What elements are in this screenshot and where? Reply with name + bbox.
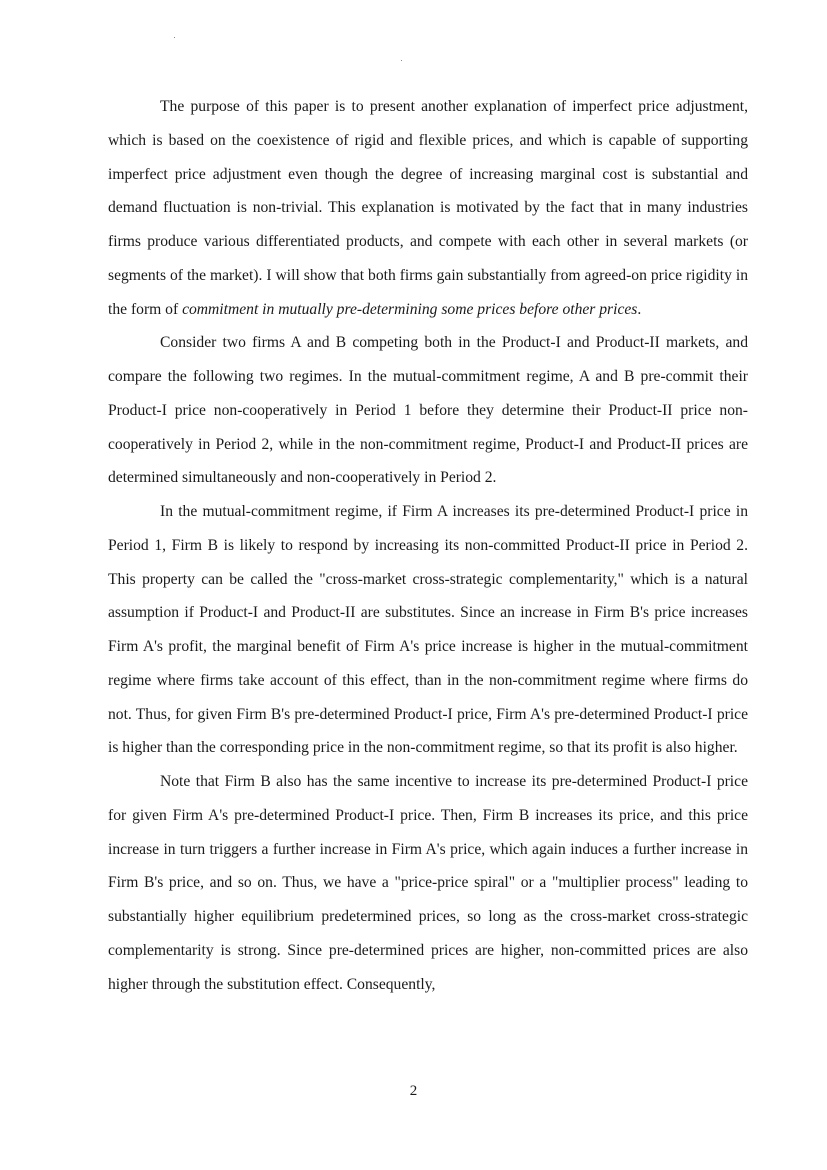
scan-speck: [174, 37, 175, 38]
scan-speck: [401, 60, 402, 61]
page-number: 2: [409, 1083, 418, 1099]
paragraph-end: .: [637, 300, 642, 318]
paragraph-price-spiral: [108, 765, 748, 1001]
body-text: [108, 90, 748, 1001]
paragraph-text: Consider two firms A and B competing both in the Product-I and Product-II markets, and compare the following two regimes. In the mutual-commitment regime, A and B pre-commit their Product-I price non-cooperatively in Period 1 before they determine their Product-II price non-cooperatively in Period 2, while in the non-commitment regime, Product-I and Product-II prices are determined simultaneously and non-cooperatively in Period 2.: [108, 334, 748, 487]
paragraph-purpose: [108, 90, 748, 326]
paragraph-text: The purpose of this paper is to present another explanation of imperfect price adjustment, which is based on the coexistence of rigid and flexible prices, and which is capable of supporting imperfect price adjustment even though the degree of increasing marginal cost is substantial and demand fluctuation is non-trivial. This explanation is motivated by the fact that in many industries firms produce various differentiated products, and compete with each other in several markets (or segments of the market). I will show that both firms gain substantially from agreed-on price rigidity in the form of: [108, 98, 748, 318]
paragraph-text: Note that Firm B also has the same incentive to increase its pre-determined Product-I price for given Firm A's pre-determined Product-I price. Then, Firm B increases its price, and this price increase in turn triggers a further increase in Firm A's price, which again induces a further increase in Firm B's price, and so on. Thus, we have a "price-price spiral" or a "multiplier process" leading to substantially higher equilibrium predetermined prices, so long as the cross-market cross-strategic complementarity is strong. Since pre-determined prices are higher, non-committed prices are also higher through the substitution effect. Consequently,: [108, 773, 748, 993]
emphasized-text: commitment in mutually pre-determining some prices before other prices: [182, 300, 638, 318]
paragraph-text: In the mutual-commitment regime, if Firm A increases its pre-determined Product-I price in Period 1, Firm B is likely to respond by increasing its non-committed Product-II price in Period 2. This property can be called the "cross-market cross-strategic complementarity," which is a natural assumption if Product-I and Product-II are substitutes. Since an increase in Firm B's price increases Firm A's profit, the marginal benefit of Firm A's price increase is higher in the mutual-commitment regime where firms take account of this effect, than in the non-commitment regime where firms do not. Thus, for given Firm B's pre-determined Product-I price, Firm A's pre-determined Product-I price is higher than the corresponding price in the non-commitment regime, so that its profit is also higher.: [108, 503, 748, 757]
paragraph-regimes: [108, 326, 748, 495]
paragraph-mutual-commitment: [108, 495, 748, 765]
